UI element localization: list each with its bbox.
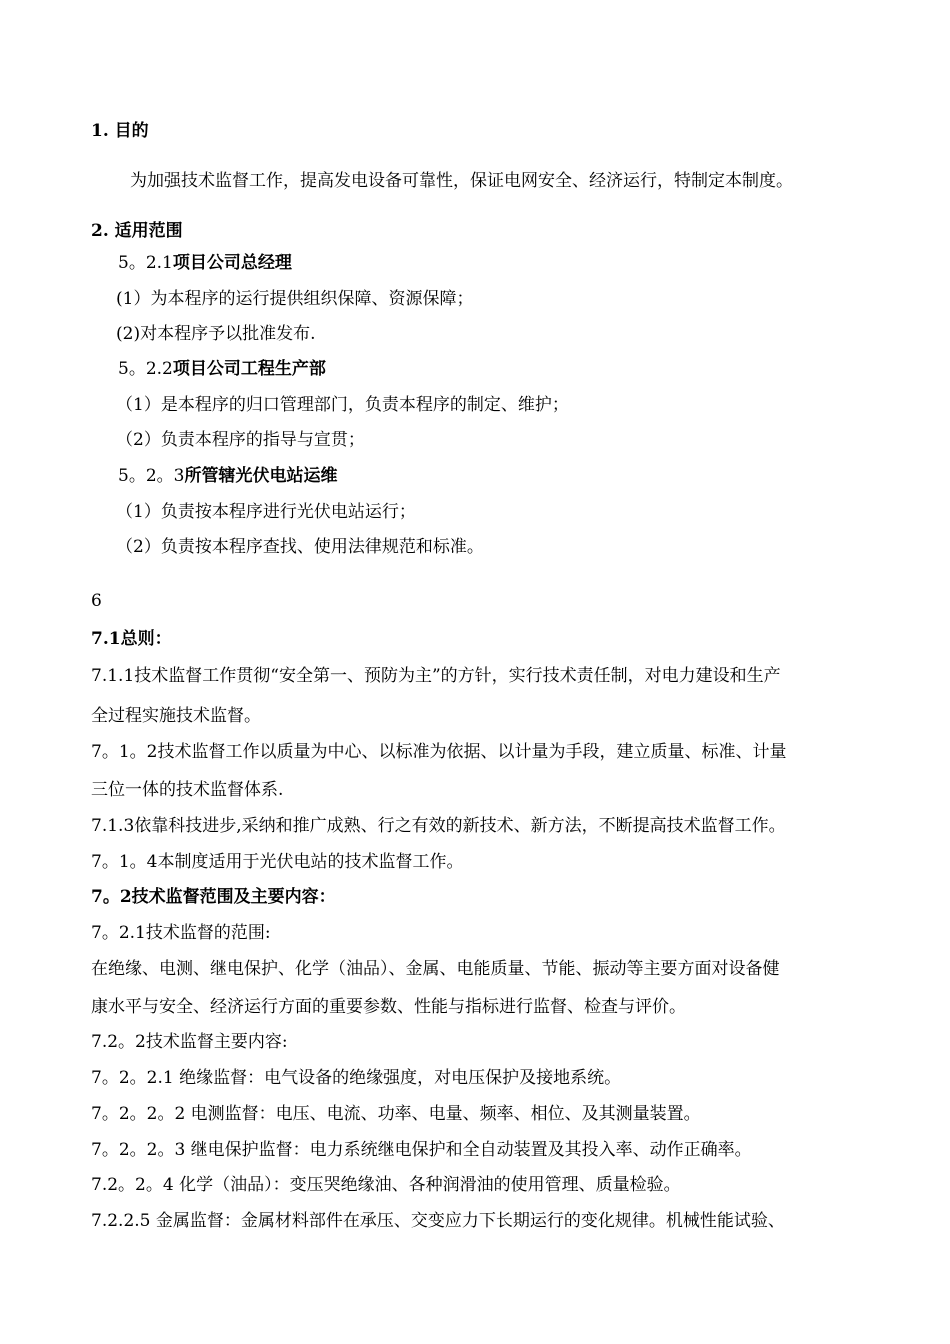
subsection-2-1-heading (118, 252, 908, 274)
list-item: (1）为本程序的运行提供组织保障、资源保障； (116, 289, 474, 309)
paragraph-7-2-1-cont: 康水平与安全、经济运行方面的重要参数、性能与指标进行监督、检查与评价。 (91, 997, 686, 1017)
section-1-text: 为加强技术监督工作，提高发电设备可靠性，保证电网安全、经济运行，特制定本制度。 (130, 171, 793, 191)
paragraph-7-1-4: 7。1。4本制度适用于光伏电站的技术监督工作。 (91, 852, 464, 872)
subsection-number: 5。2。3 (118, 466, 185, 486)
paragraph-7-2-2-3: 7。2。2。3 继电保护监督：电力系统继电保护和全自动装置及其投入率、动作正确率。 (91, 1140, 752, 1160)
subsection-2-2-heading (118, 358, 908, 380)
list-item: （2）负责本程序的指导与宣贯； (116, 430, 365, 450)
paragraph-7-1-2: 7。1。2技术监督工作以质量为中心、以标准为依据、以计量为手段，建立质量、标准、计量 (91, 742, 787, 762)
list-item: (2)对本程序予以批准发布. (116, 324, 316, 344)
section-7-2-heading: 7。2技术监督范围及主要内容： (91, 887, 336, 907)
section-2-heading: 2. 适用范围 (91, 221, 183, 241)
paragraph-7-1-1-cont: 全过程实施技术监督。 (91, 706, 261, 726)
section-6-heading: 6 (91, 591, 102, 611)
paragraph-7-2-1: 7。2.1技术监督的范围: (91, 923, 271, 943)
paragraph-7-2-2-4: 7.2。2。4 化学（油品）：变压哭绝缘油、各种润滑油的使用管理、质量检验。 (91, 1175, 681, 1195)
subsection-title: 所管辖光伏电站运维 (184, 466, 338, 486)
subsection-title: 项目公司工程生产部 (172, 359, 326, 379)
paragraph-7-2-2: 7.2。2技术监督主要内容: (91, 1032, 288, 1052)
subsection-number: 5。2.2 (118, 359, 173, 379)
paragraph-7-1-2-cont: 三位一体的技术监督体系. (91, 780, 284, 800)
paragraph-7-2-1-text: 在绝缘、电测、继电保护、化学（油品）、金属、电能质量、节能、振动等主要方面对设备健 (91, 959, 780, 979)
section-7-1-heading: 7.1总则： (91, 629, 172, 649)
section-1-heading: 1. 目的 (91, 121, 149, 141)
paragraph-7-2-2-5: 7.2.2.5 金属监督：金属材料部件在承压、交变应力下长期运行的变化规律。机械性能试验、 (91, 1211, 785, 1231)
subsection-number: 5。2.1 (118, 253, 173, 273)
list-item: （1）负责按本程序进行光伏电站运行； (116, 502, 416, 522)
paragraph-7-1-3: 7.1.3依靠科技进步,采纳和推广成熟、行之有效的新技术、新方法，不断提高技术监督工作。 (91, 816, 786, 836)
subsection-title: 项目公司总经理 (172, 253, 292, 273)
paragraph-7-2-2-2: 7。2。2。2 电测监督：电压、电流、功率、电量、频率、相位、及其测量装置。 (91, 1104, 701, 1124)
list-item: （1）是本程序的归口管理部门，负责本程序的制定、维护； (116, 395, 569, 415)
paragraph-7-2-2-1: 7。2。2.1 绝缘监督：电气设备的绝缘强度，对电压保护及接地系统。 (91, 1068, 622, 1088)
subsection-2-3-heading (118, 465, 908, 487)
paragraph-7-1-1: 7.1.1技术监督工作贯彻“安全第一、预防为主”的方针，实行技术责任制，对电力建设和生产 (91, 666, 781, 686)
list-item: （2）负责按本程序查找、使用法律规范和标准。 (116, 537, 484, 557)
